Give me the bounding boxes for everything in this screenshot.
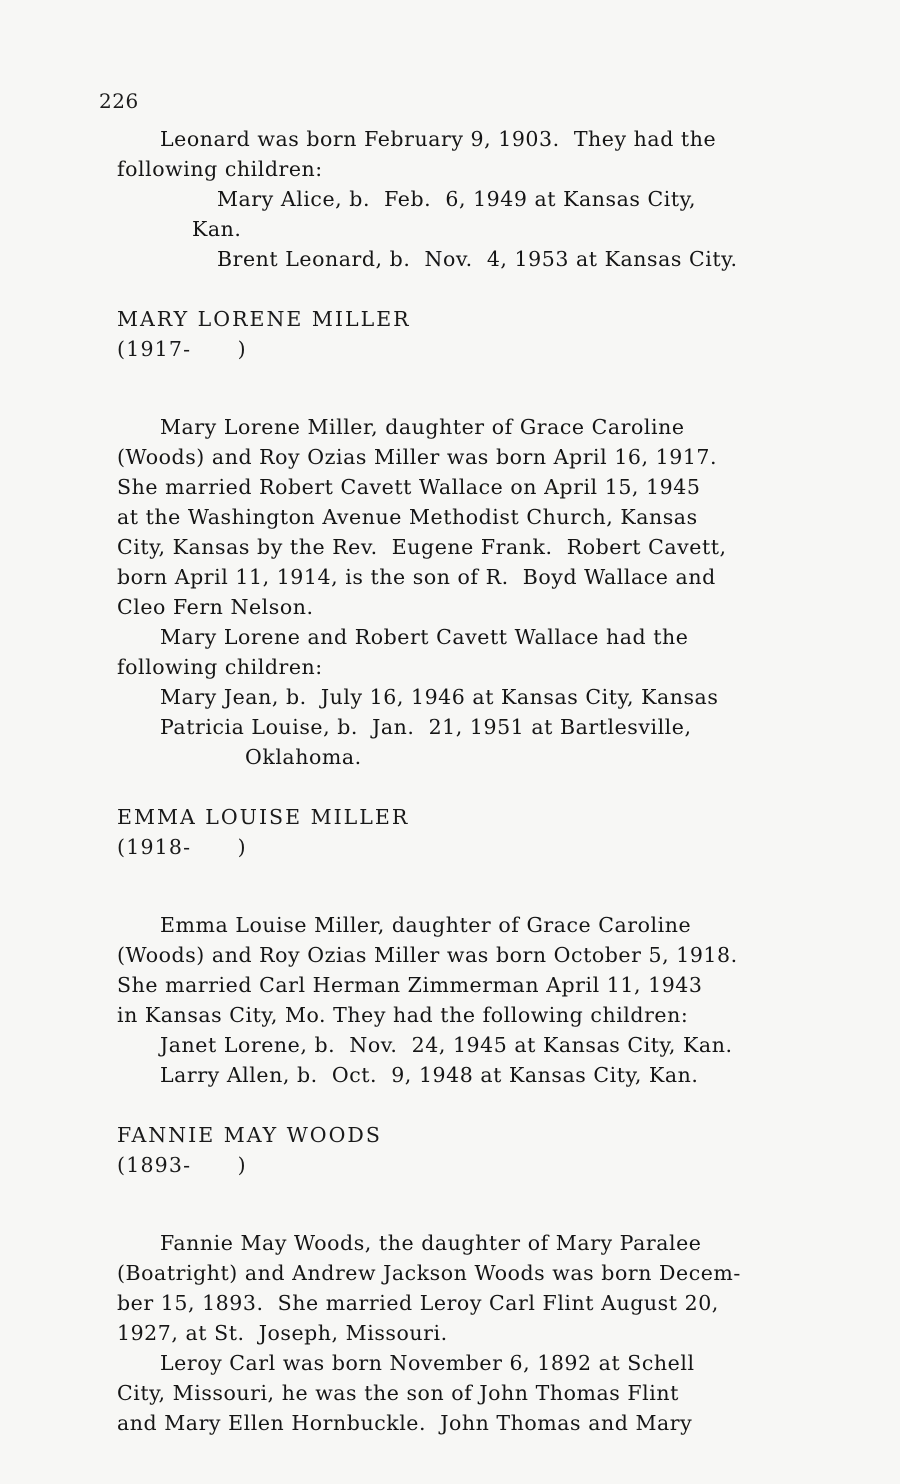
text-line: Leroy Carl was born November 6, 1892 at Schell (160, 1351, 695, 1375)
text-line: 1927, at St. Joseph, Missouri. (117, 1321, 448, 1345)
text-line: Emma Louise Miller, daughter of Grace Caroline (160, 913, 692, 937)
text-line: She married Robert Cavett Wallace on April 15, 1945 (117, 475, 701, 499)
section-heading-dates: (1917- ) (117, 337, 247, 361)
section-spacer (117, 1198, 859, 1228)
section-heading (117, 304, 859, 364)
text-line: (Woods) and Roy Ozias Miller was born October 5, 1918. (117, 943, 738, 967)
text-line: following children: (117, 655, 323, 679)
section-heading (117, 1120, 859, 1180)
text-line: and Mary Ellen Hornbuckle. John Thomas and Mary (117, 1411, 693, 1435)
section-heading-name: EMMA LOUISE MILLER (117, 805, 410, 829)
text-line: (Woods) and Roy Ozias Miller was born April 16, 1917. (117, 445, 718, 469)
section-heading-name: MARY LORENE MILLER (117, 307, 411, 331)
text-line: She married Carl Herman Zimmerman April 11, 1943 (117, 973, 703, 997)
text-line: Fannie May Woods, the daughter of Mary Paralee (160, 1231, 702, 1255)
text-line: Kan. (192, 217, 242, 241)
text-line: Cleo Fern Nelson. (117, 595, 314, 619)
text-line: in Kansas City, Mo. They had the following children: (117, 1003, 689, 1027)
text-line: Brent Leonard, b. Nov. 4, 1953 at Kansas City. (217, 247, 738, 271)
text-line: Patricia Louise, b. Jan. 21, 1951 at Bartlesville, (160, 715, 692, 739)
section-spacer (117, 880, 859, 910)
text-line: at the Washington Avenue Methodist Church, Kansas (117, 505, 698, 529)
section-heading-dates: (1893- ) (117, 1153, 247, 1177)
text-line: Mary Lorene Miller, daughter of Grace Caroline (160, 415, 685, 439)
text-line: ber 15, 1893. She married Leroy Carl Flint August 20, (117, 1291, 719, 1315)
text-line: Leonard was born February 9, 1903. They had the (160, 127, 717, 151)
text-line: Mary Lorene and Robert Cavett Wallace had the (160, 625, 689, 649)
text-line: born April 11, 1914, is the son of R. Boyd Wallace and (117, 565, 716, 589)
page-body (117, 124, 859, 1438)
section-spacer (117, 382, 859, 412)
text-line: Mary Jean, b. July 16, 1946 at Kansas City, Kansas (160, 685, 719, 709)
text-line: (Boatright) and Andrew Jackson Woods was born Decem- (117, 1261, 741, 1285)
text-line: City, Kansas by the Rev. Eugene Frank. Robert Cavett, (117, 535, 727, 559)
text-line: following children: (117, 157, 323, 181)
text-line: City, Missouri, he was the son of John Thomas Flint (117, 1381, 679, 1405)
text-line: Oklahoma. (245, 745, 362, 769)
page-number: 226 (99, 89, 139, 113)
text-line: Janet Lorene, b. Nov. 24, 1945 at Kansas City, Kan. (160, 1033, 733, 1057)
section-heading-dates: (1918- ) (117, 835, 247, 859)
section-heading (117, 802, 859, 862)
text-line: Mary Alice, b. Feb. 6, 1949 at Kansas City, (217, 187, 697, 211)
text-line: Larry Allen, b. Oct. 9, 1948 at Kansas City, Kan. (160, 1063, 699, 1087)
section-heading-name: FANNIE MAY WOODS (117, 1123, 382, 1147)
